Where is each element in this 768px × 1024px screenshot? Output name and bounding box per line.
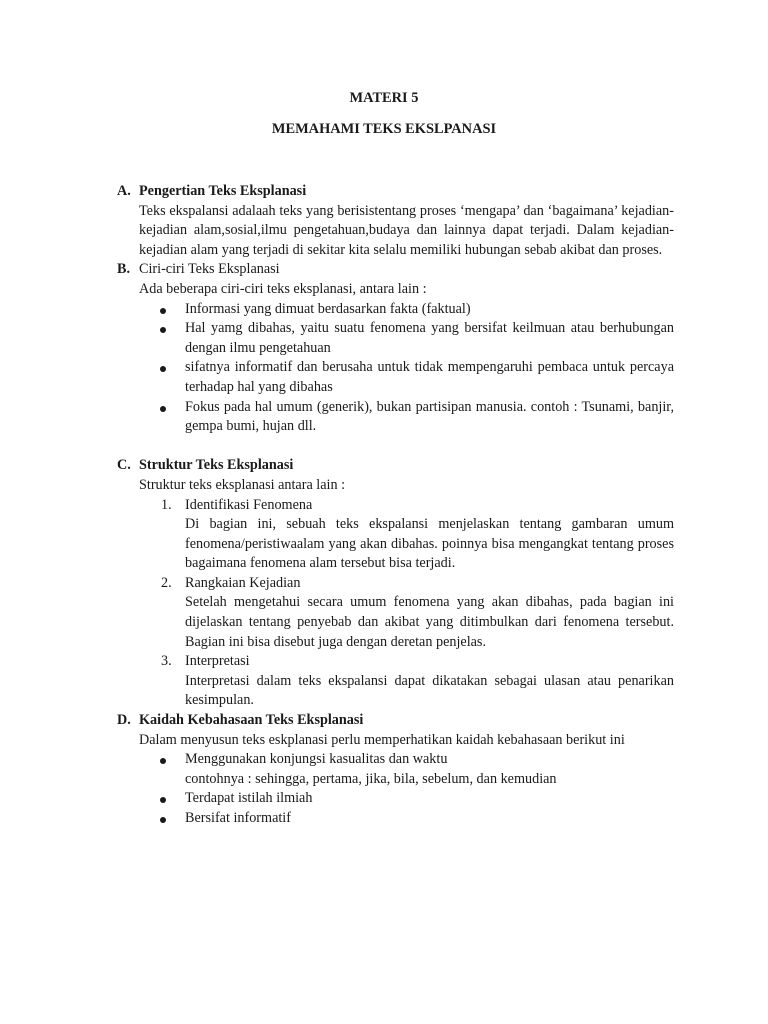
item-number: 2. bbox=[161, 574, 172, 591]
list-item bbox=[0, 750, 768, 789]
item-description: Di bagian ini, sebuah teks ekspalansi menjelaskan tentang gambaran umum fenomena/peristiwaalam yang akan dibahas. poinnya bisa mengangkat tentang proses bagaimana fenomena alam tersebut bisa terjadi. bbox=[185, 516, 674, 572]
section-c-intro: Struktur teks eksplanasi antara lain : bbox=[139, 476, 346, 493]
section-b-intro: Ada beberapa ciri-ciri teks eksplanasi, antara lain : bbox=[139, 280, 427, 297]
bullet-icon bbox=[160, 308, 166, 314]
section-a-paragraph: Teks ekspalansi adalaah teks yang berisistentang proses ‘mengapa’ dan ‘bagaimana’ kejadian-kejadian alam,sosial,ilmu pengetahuan,budaya dan lainnya dapat terjadi. Dalam kejadian-kejadian alam yang terjadi di sekitar kita selalu memiliki hubungan sebab akibat dan proses. bbox=[139, 202, 674, 258]
bullet-icon bbox=[160, 327, 166, 333]
numbered-item bbox=[0, 652, 768, 711]
list-item bbox=[0, 358, 768, 397]
section-d-list bbox=[0, 750, 768, 828]
numbered-item bbox=[0, 574, 768, 652]
list-item-subtext: contohnya : sehingga, pertama, jika, bila, sebelum, dan kemudian bbox=[185, 770, 557, 787]
document-title: MATERI 5 bbox=[349, 90, 419, 106]
section-a-letter: A. bbox=[117, 183, 131, 199]
item-number: 1. bbox=[161, 496, 172, 513]
section-a-heading: Pengertian Teks Eksplanasi bbox=[139, 183, 307, 199]
item-title: Rangkaian Kejadian bbox=[185, 574, 301, 591]
item-description: Setelah mengetahui secara umum fenomena yang akan dibahas, pada bagian ini dijelaskan tentang penyebab dan akibat yang ditimbulkan dari fenomena tersebut. Bagian ini bisa disebut juga dengan deretan penjelas. bbox=[185, 594, 674, 650]
section-b-letter: B. bbox=[117, 261, 131, 278]
item-description: Interpretasi dalam teks ekspalansi dapat dikatakan sebagai ulasan atau penarikan kesimpulan. bbox=[185, 672, 674, 709]
item-title: Identifikasi Fenomena bbox=[185, 496, 313, 513]
list-item-text: Fokus pada hal umum (generik), bukan partisipan manusia. contoh : Tsunami, banjir, gempa bumi, hujan dll. bbox=[185, 398, 674, 435]
item-title: Interpretasi bbox=[185, 653, 250, 670]
section-c-list bbox=[0, 496, 768, 712]
section-b-heading: Ciri-ciri Teks Eksplanasi bbox=[139, 261, 280, 278]
document-subtitle: MEMAHAMI TEKS EKSLPANASI bbox=[271, 121, 497, 137]
section-d-letter: D. bbox=[117, 712, 131, 729]
section-d-heading: Kaidah Kebahasaan Teks Eksplanasi bbox=[139, 712, 364, 729]
list-item bbox=[0, 789, 768, 809]
bullet-icon bbox=[160, 817, 166, 823]
bullet-icon bbox=[160, 797, 166, 803]
list-item-text: Bersifat informatif bbox=[185, 810, 291, 826]
bullet-icon bbox=[160, 406, 166, 412]
section-d bbox=[0, 711, 768, 829]
section-a bbox=[0, 182, 768, 260]
list-item-text: sifatnya informatif dan berusaha untuk tidak mempengaruhi pembaca untuk percaya terhadap hal yang dibahas bbox=[185, 359, 674, 395]
list-item-text: Terdapat istilah ilmiah bbox=[185, 790, 313, 807]
list-item-text: Hal yamg dibahas, yaitu suatu fenomena yang bersifat keilmuan atau berhubungan dengan ilmu pengetahuan bbox=[185, 320, 674, 356]
item-number: 3. bbox=[161, 653, 172, 670]
list-item-text: Menggunakan konjungsi kasualitas dan waktu bbox=[185, 751, 448, 768]
bullet-icon bbox=[160, 758, 166, 764]
section-b-list bbox=[0, 300, 768, 437]
list-item bbox=[0, 398, 768, 437]
document-body bbox=[0, 182, 768, 829]
list-item bbox=[0, 300, 768, 320]
section-c-heading: Struktur Teks Eksplanasi bbox=[139, 457, 294, 474]
bullet-icon bbox=[160, 366, 166, 372]
section-c-letter: C. bbox=[117, 457, 131, 474]
list-item-text: Informasi yang dimuat berdasarkan fakta (faktual) bbox=[185, 300, 471, 317]
list-item bbox=[0, 319, 768, 358]
numbered-item bbox=[0, 496, 768, 574]
section-d-intro: Dalam menyusun teks eskplanasi perlu memperhatikan kaidah kebahasaan berikut ini bbox=[139, 731, 625, 748]
list-item bbox=[0, 809, 768, 829]
section-c bbox=[0, 456, 768, 711]
section-b bbox=[0, 260, 768, 436]
